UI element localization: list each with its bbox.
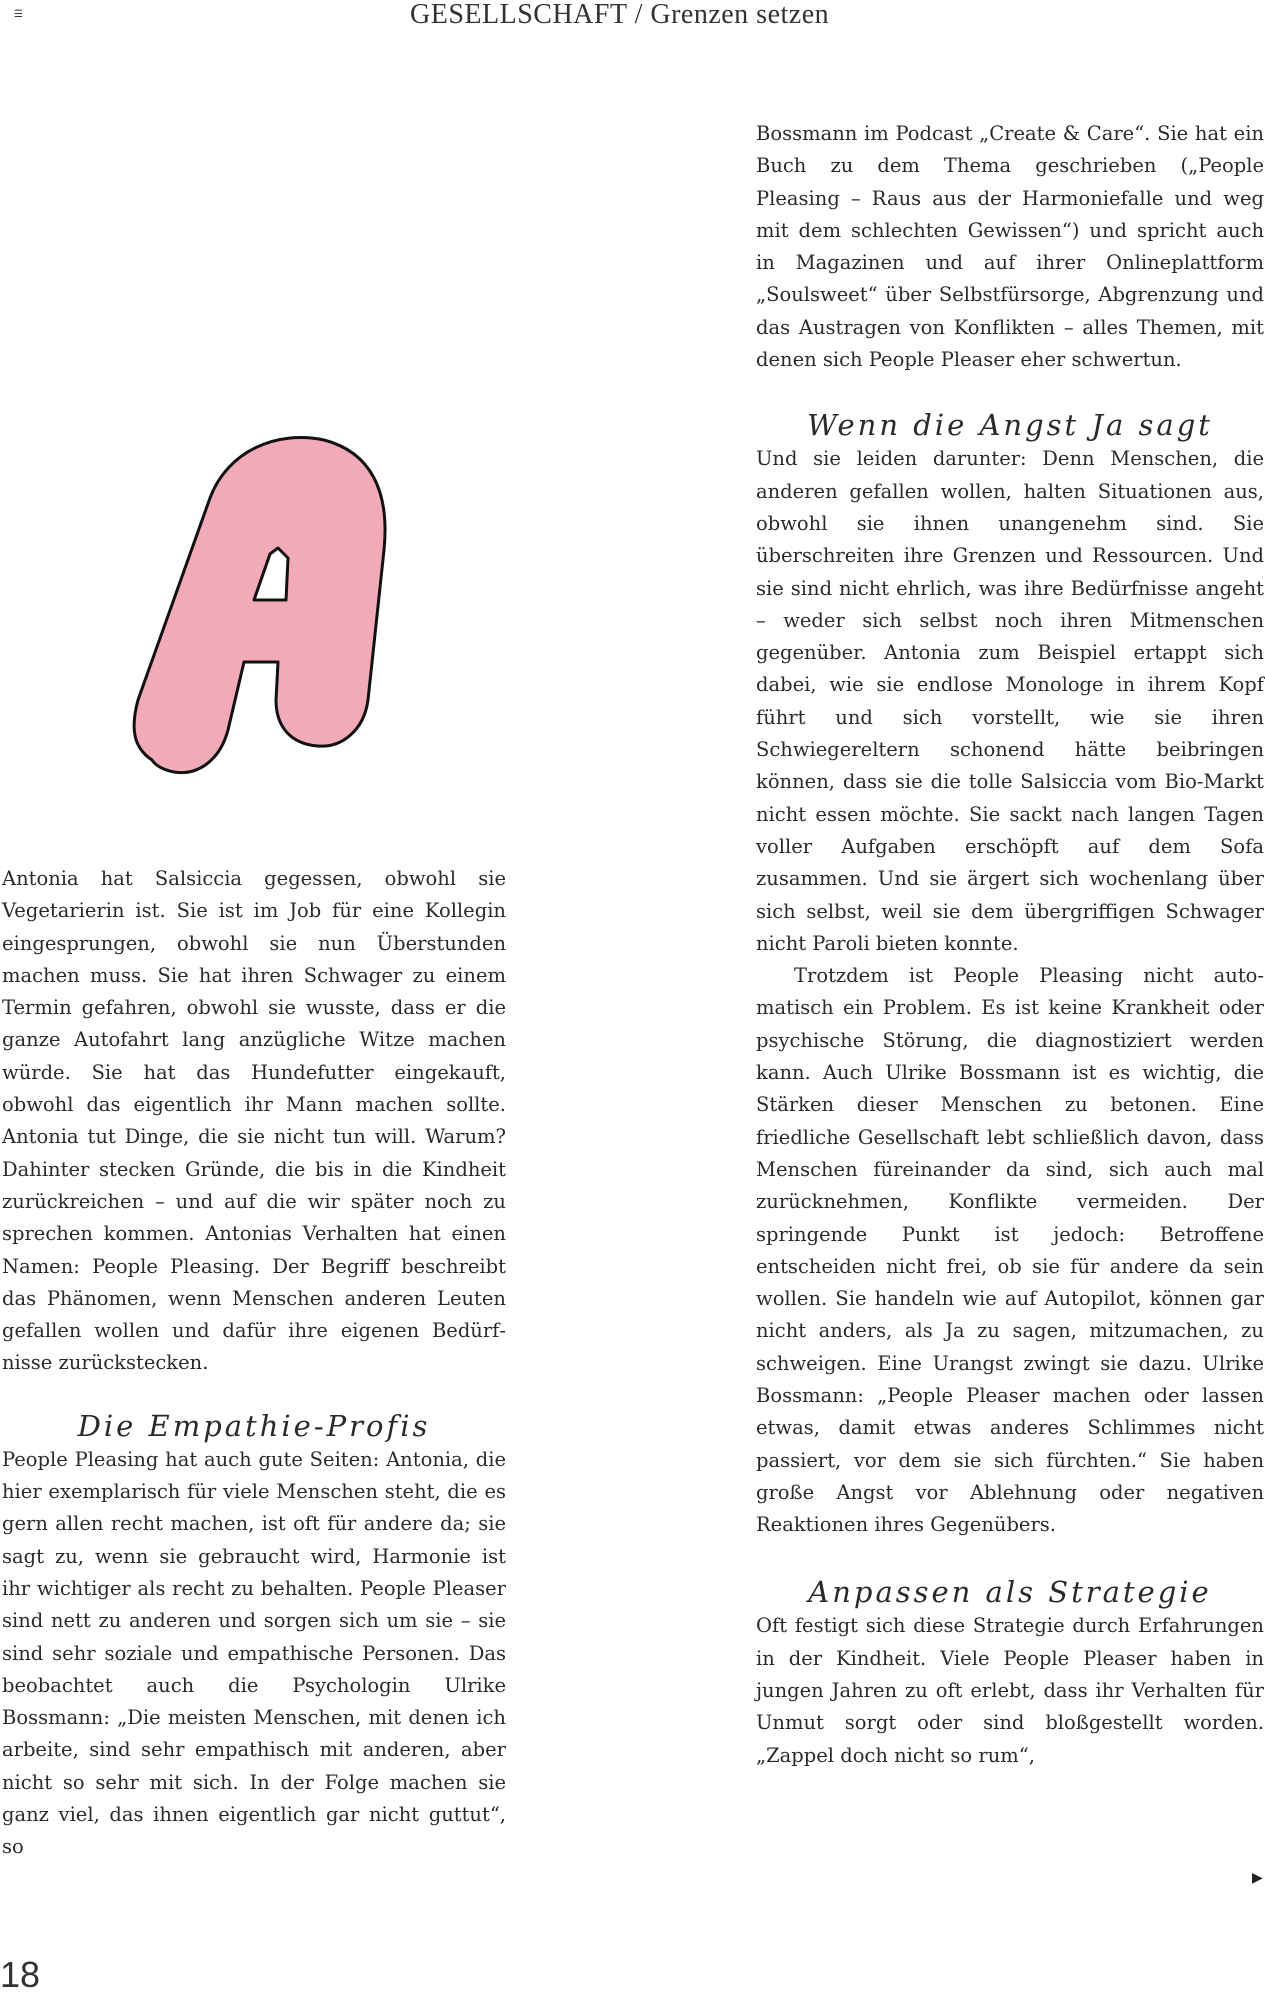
subheading-anpassen-als-strategie: Anpassen als Strategie: [808, 1575, 1212, 1610]
body-paragraph: Trotzdem ist People Pleasing nicht automatisch ein Problem. Es ist keine Krankheit oder psychische Störung, die diagnostiziert werden kann. Auch Ulrike Bossmann ist es wichtig, die Stärken dieser Menschen zu betonen. Eine friedliche Gesellschaft lebt schließlich davon, dass Menschen füreinander da sind, sich auch mal zurücknehmen, Konflikte vermeiden. Der springende Punkt ist jedoch: Betroffene entscheiden nicht frei, ob sie für andere da sein wollen. Sie handeln wie auf Autopilot, können gar nicht anders, als Ja zu sagen, mitzumachen, zu schweigen. Eine Urangst zwingt sie dazu. Ulrike Bossmann: „People Pleaser machen oder lassen etwas, damit etwas anderes Schlimmes nicht passiert, vor dem sie sich fürchten.“ Sie haben große Angst vor Ablehnung oder negativen Reaktionen ihres Gegenübers.: [756, 964, 1264, 1537]
left-column: [2, 863, 506, 1864]
right-column: [756, 118, 1264, 1772]
intro-paragraph: Antonia hat Salsiccia gegessen, obwohl sie Vegetarierin ist. Sie ist im Job für eine Kollegin eingesprungen, obwohl sie nun Überstunden machen muss. Sie hat ihren Schwager zu einem Termin gefahren, obwohl sie wusste, dass er die ganze Autofahrt lang anzügliche Witze machen würde. Sie hat das Hundefutter eingekauft, obwohl das eigentlich ihr Mann machen sollte. Antonia tut Dinge, die sie nicht tun will. Warum? Dahinter stecken Gründe, die bis in die Kindheit zurückreichen – und auf die wir später noch zu sprechen kommen. Antonias Verhalten hat einen Namen: People Pleasing. Der Begriff beschreibt das Phänomen, wenn Menschen anderen Leuten gefallen wollen und dafür ihre eigenen Bedürfnisse zurückstecken.: [2, 867, 506, 1375]
triangle-right-icon: ▶: [1252, 1870, 1263, 1886]
drop-cap-a: [128, 430, 392, 800]
body-paragraph: Bossmann im Podcast „Create & Care“. Sie hat ein Buch zu dem Thema geschrieben („People Pleasing – Raus aus der Harmoniefalle und weg mit dem schlechten Gewissen“) und spricht auch in Magazinen und auf ihrer Onlineplattform „Soulsweet“ über Selbstfürsorge, Abgrenzung und das Austragen von Konflikten – alles Themen, mit denen sich People Pleaser eher schwertun.: [756, 122, 1264, 372]
body-paragraph: Und sie leiden darunter: Denn Menschen, die anderen gefallen wollen, halten Situationen aus, obwohl sie ihnen unangenehm sind. Sie überschreiten ihre Grenzen und Ressourcen. Und sie sind nicht ehrlich, was ihre Bedürfnisse angeht – weder sich selbst noch ihren Mitmenschen gegenüber. Antonia zum Beispiel ertappt sich dabei, wie sie endlose Monologe in ihrem Kopf führt und sich vorstellt, wie sie ihren Schwiegereltern schonend hätte beibringen können, dass sie die tolle Salsiccia vom Bio-Markt nicht essen möchte. Sie sackt nach langen Tagen voller Aufgaben erschöpft auf dem Sofa zusammen. Und sie ärgert sich wochenlang über sich selbst, weil sie dem übergriffigen Schwager nicht Paroli bieten konnte.: [756, 447, 1264, 955]
drop-cap-a-shape: [134, 437, 385, 772]
subheading-empathie-profis: Die Empathie-Profis: [77, 1408, 431, 1443]
body-paragraph: People Pleasing hat auch gute Seiten: Antonia, die hier exemplarisch für viele Menschen steht, die es gern allen recht machen, ist oft für andere da; sie sagt zu, wenn sie gebraucht wird, Harmonie ist ihr wichtiger als recht zu behalten. People Pleaser sind nett zu anderen und sorgen sich um sie – sie sind sehr soziale und empathische Personen. Das beobachtet auch die Psychologin Ulrike Bossmann: „Die meisten Menschen, mit denen ich arbeite, sind sehr empathisch mit anderen, aber nicht so sehr mit sich. In der Folge machen sie ganz viel, das ihnen eigentlich gar nicht guttut“, so: [2, 1447, 506, 1859]
body-paragraph: Oft festigt sich diese Strategie durch Erfahrungen in der Kindheit. Viele People Pleaser haben in jungen Jahren zu oft erlebt, dass ihr Verhalten für Unmut sorgt oder sind bloßgestellt worden. „Zappel doch nicht so rum“,: [756, 1614, 1264, 1767]
running-head: GESELLSCHAFT / Grenzen setzen: [410, 0, 830, 30]
page-number: 18: [0, 1954, 41, 1995]
menu-icon[interactable]: ☰: [14, 9, 23, 20]
subheading-wenn-die-angst-ja-sagt: Wenn die Angst Ja sagt: [807, 408, 1213, 443]
